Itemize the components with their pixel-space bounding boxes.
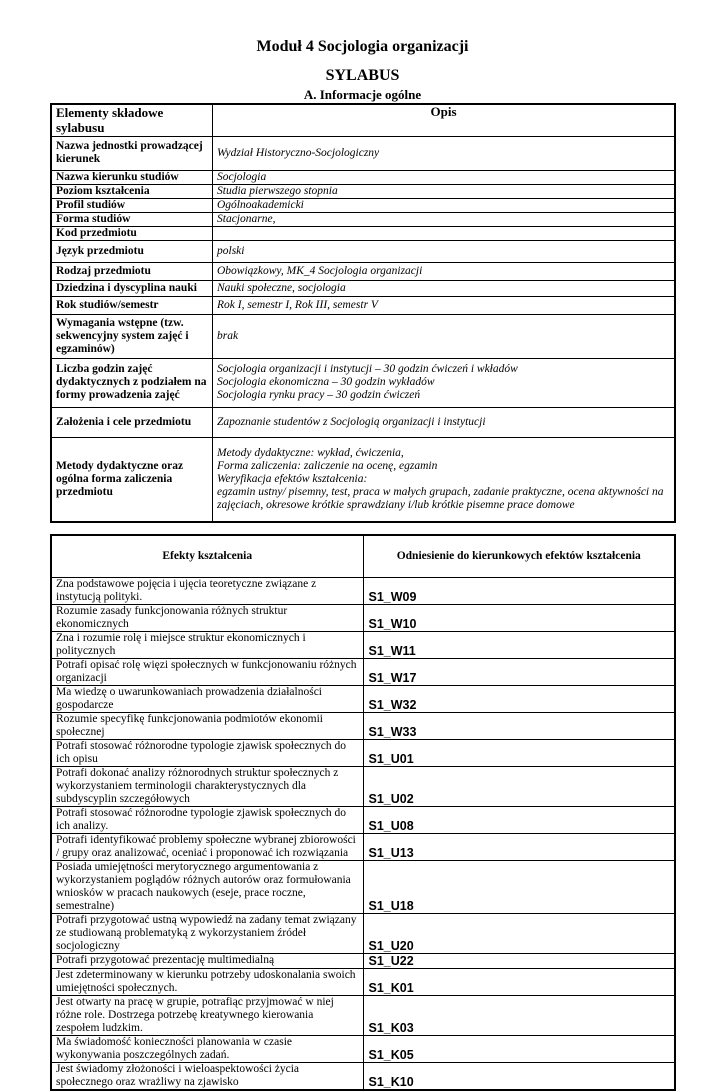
info-value-line: egzamin ustny/ pisemny, test, praca w małych grupach, zadanie praktyczne, ocena aktywności na zajęciach, okresowe krótkie sprawdziany i/lub krótkie pisemne prace domowe: [217, 485, 664, 511]
effects-header-right: Odniesienie do kierunkowych efektów kształcenia: [363, 535, 675, 577]
info-label: Kod przedmiotu: [51, 226, 213, 240]
info-label: Założenia i cele przedmiotu: [51, 407, 213, 437]
info-value-line: Socjologia ekonomiczna – 30 godzin wykładów: [217, 376, 435, 388]
outcome-description: Posiada umiejętności merytorycznego argumentowania z wykorzystaniem poglądów różnych autorów oraz formułowania wniosków w pracach naukowych (eseje, prace roczne, semestralne): [51, 860, 363, 913]
outcome-code: S1_U01: [363, 739, 675, 766]
outcome-description: Zna i rozumie rolę i miejsce struktur ekonomicznych i politycznych: [51, 631, 363, 658]
table-row: [51, 712, 675, 739]
info-label: Język przedmiotu: [51, 240, 213, 262]
outcome-description: Rozumie zasady funkcjonowania różnych struktur ekonomicznych: [51, 604, 363, 631]
info-value-line: Zapoznanie studentów z Socjologią organizacji i instytucji: [217, 415, 486, 428]
info-value: [213, 296, 676, 314]
table-row: [51, 658, 675, 685]
info-value-line: Ogólnoakademicki: [217, 198, 304, 211]
outcome-description: Potrafi stosować różnorodne typologie zjawisk społecznych do ich opisu: [51, 739, 363, 766]
outcome-description: Potrafi przygotować ustną wypowiedź na zadany temat związany ze studiowaną problematyką z wykorzystaniem źródeł socjologiczny: [51, 913, 363, 953]
outcome-code: S1_U13: [363, 833, 675, 860]
info-value: [213, 407, 676, 437]
outcome-code: S1_K01: [363, 968, 675, 995]
info-value-line: Studia pierwszego stopnia: [217, 184, 338, 197]
table-row: [51, 860, 675, 913]
effects-header-left: Efekty kształcenia: [51, 535, 363, 577]
info-value-line: polski: [217, 244, 245, 257]
outcome-code: S1_W10: [363, 604, 675, 631]
outcome-code: S1_W09: [363, 577, 675, 604]
info-value: [213, 198, 676, 212]
info-row: [51, 240, 675, 262]
info-value-line: Obowiązkowy, MK_4 Socjologia organizacji: [217, 264, 423, 277]
outcome-description: Jest zdeterminowany w kierunku potrzeby udoskonalania swoich umiejętności społecznych.: [51, 968, 363, 995]
info-label: Poziom kształcenia: [51, 184, 213, 198]
info-row: [51, 184, 675, 198]
info-row: [51, 262, 675, 280]
info-row: [51, 198, 675, 212]
outcome-code: S1_U22: [363, 953, 675, 968]
info-row: [51, 296, 675, 314]
table-row: [51, 1062, 675, 1090]
info-value: [213, 136, 676, 170]
table-row: [51, 577, 675, 604]
info-value-line: Socjologia rynku pracy – 30 godzin ćwiczeń: [217, 389, 421, 401]
outcome-description: Potrafi przygotować prezentację multimedialną: [51, 953, 363, 968]
info-label: Profil studiów: [51, 198, 213, 212]
info-value: [213, 280, 676, 296]
info-value: [213, 314, 676, 358]
general-info-table: [50, 103, 676, 523]
info-value: [213, 184, 676, 198]
info-value: [213, 240, 676, 262]
info-value-line: Rok I, semestr I, Rok III, semestr V: [217, 298, 378, 311]
table-row: [51, 968, 675, 995]
outcome-code: S1_K10: [363, 1062, 675, 1090]
table-row: [51, 631, 675, 658]
info-header-row: [51, 104, 675, 136]
info-row: [51, 437, 675, 522]
outcome-description: Potrafi identyfikować problemy społeczne wybranej zbiorowości / grupy oraz analizować, oceniać i proponować ich rozwiązania: [51, 833, 363, 860]
info-label: Metody dydaktyczne oraz ogólna forma zaliczenia przedmiotu: [51, 437, 213, 522]
effects-header-row: [51, 535, 675, 577]
info-label: Nazwa jednostki prowadzącej kierunek: [51, 136, 213, 170]
syllabus-heading: SYLABUS: [325, 67, 400, 84]
info-value-line: Wydział Historyczno-Socjologiczny: [217, 146, 380, 159]
table-row: [51, 995, 675, 1035]
info-label: Rodzaj przedmiotu: [51, 262, 213, 280]
info-row: [51, 314, 675, 358]
info-label: Dziedzina i dyscyplina nauki: [51, 280, 213, 296]
info-row: [51, 407, 675, 437]
info-value: [213, 226, 676, 240]
outcome-code: S1_W11: [363, 631, 675, 658]
outcome-code: S1_U20: [363, 913, 675, 953]
outcome-description: Potrafi dokonać analizy różnorodnych struktur społecznych z wykorzystaniem terminologii charakterystycznych dla subdyscyplin szczegółowych: [51, 766, 363, 806]
outcome-description: Rozumie specyfikę funkcjonowania podmiotów ekonomii społecznej: [51, 712, 363, 739]
info-label: Nazwa kierunku studiów: [51, 170, 213, 184]
table-row: [51, 685, 675, 712]
outcome-code: S1_W32: [363, 685, 675, 712]
info-header-right: Opis: [213, 104, 676, 136]
info-value: [213, 358, 676, 407]
info-row: [51, 136, 675, 170]
info-value-line: Nauki społeczne, socjologia: [217, 281, 346, 294]
outcome-code: S1_W33: [363, 712, 675, 739]
info-label: Rok studiów/semestr: [51, 296, 213, 314]
learning-outcomes-table: [50, 534, 676, 1091]
outcome-description: Potrafi opisać rolę więzi społecznych w funkcjonowaniu różnych organizacji: [51, 658, 363, 685]
info-value-line: Stacjonarne,: [217, 212, 276, 225]
outcome-code: S1_U02: [363, 766, 675, 806]
section-heading: A. Informacje ogólne: [303, 87, 422, 102]
info-row: [51, 212, 675, 226]
info-value-line: Socjologia organizacji i instytucji – 30 godzin ćwiczeń i wkładów: [217, 363, 518, 375]
outcome-description: Zna podstawowe pojęcia i ujęcia teoretyczne związane z instytucją polityki.: [51, 577, 363, 604]
table-row: [51, 766, 675, 806]
table-row: [51, 1035, 675, 1062]
table-row: [51, 806, 675, 833]
outcome-code: S1_W17: [363, 658, 675, 685]
info-value-line: Forma zaliczenia: zaliczenie na ocenę, egzamin: [217, 459, 438, 472]
outcome-code: S1_K05: [363, 1035, 675, 1062]
info-value: [213, 212, 676, 226]
info-value: [213, 437, 676, 522]
outcome-description: Jest otwarty na pracę w grupie, potrafiąc przyjmować w niej różne role. Dostrzega potrzebę kreatywnego kierowania zespołem ludzkim.: [51, 995, 363, 1035]
outcome-code: S1_K03: [363, 995, 675, 1035]
info-row: [51, 170, 675, 184]
info-value: [213, 170, 676, 184]
table-row: [51, 604, 675, 631]
info-label: Forma studiów: [51, 212, 213, 226]
outcome-description: Potrafi stosować różnorodne typologie zjawisk społecznych do ich analizy.: [51, 806, 363, 833]
table-row: [51, 913, 675, 953]
table-row: [51, 739, 675, 766]
outcome-description: Ma wiedzę o uwarunkowaniach prowadzenia działalności gospodarcze: [51, 685, 363, 712]
info-value-line: brak: [217, 329, 239, 342]
info-label: Wymagania wstępne (tzw. sekwencyjny system zajęć i egzaminów): [51, 314, 213, 358]
info-header-left: Elementy składowe sylabusu: [51, 104, 213, 136]
info-value-line: Metody dydaktyczne: wykład, ćwiczenia,: [217, 446, 404, 459]
info-label: Liczba godzin zajęć dydaktycznych z podziałem na formy prowadzenia zajęć: [51, 358, 213, 407]
info-value: [213, 262, 676, 280]
info-row: [51, 226, 675, 240]
outcome-description: Jest świadomy złożoności i wieloaspektowości życia społecznego oraz wrażliwy na zjawisko: [51, 1062, 363, 1090]
page-title: Moduł 4 Socjologia organizacji: [256, 38, 469, 55]
outcome-code: S1_U08: [363, 806, 675, 833]
info-row: [51, 358, 675, 407]
info-value-line: Socjologia: [217, 170, 267, 183]
outcome-description: Ma świadomość konieczności planowania w czasie wykonywania poszczególnych zadań.: [51, 1035, 363, 1062]
info-value-line: Weryfikacja efektów kształcenia:: [217, 472, 368, 485]
table-row: [51, 953, 675, 968]
outcome-code: S1_U18: [363, 860, 675, 913]
table-row: [51, 833, 675, 860]
info-row: [51, 280, 675, 296]
